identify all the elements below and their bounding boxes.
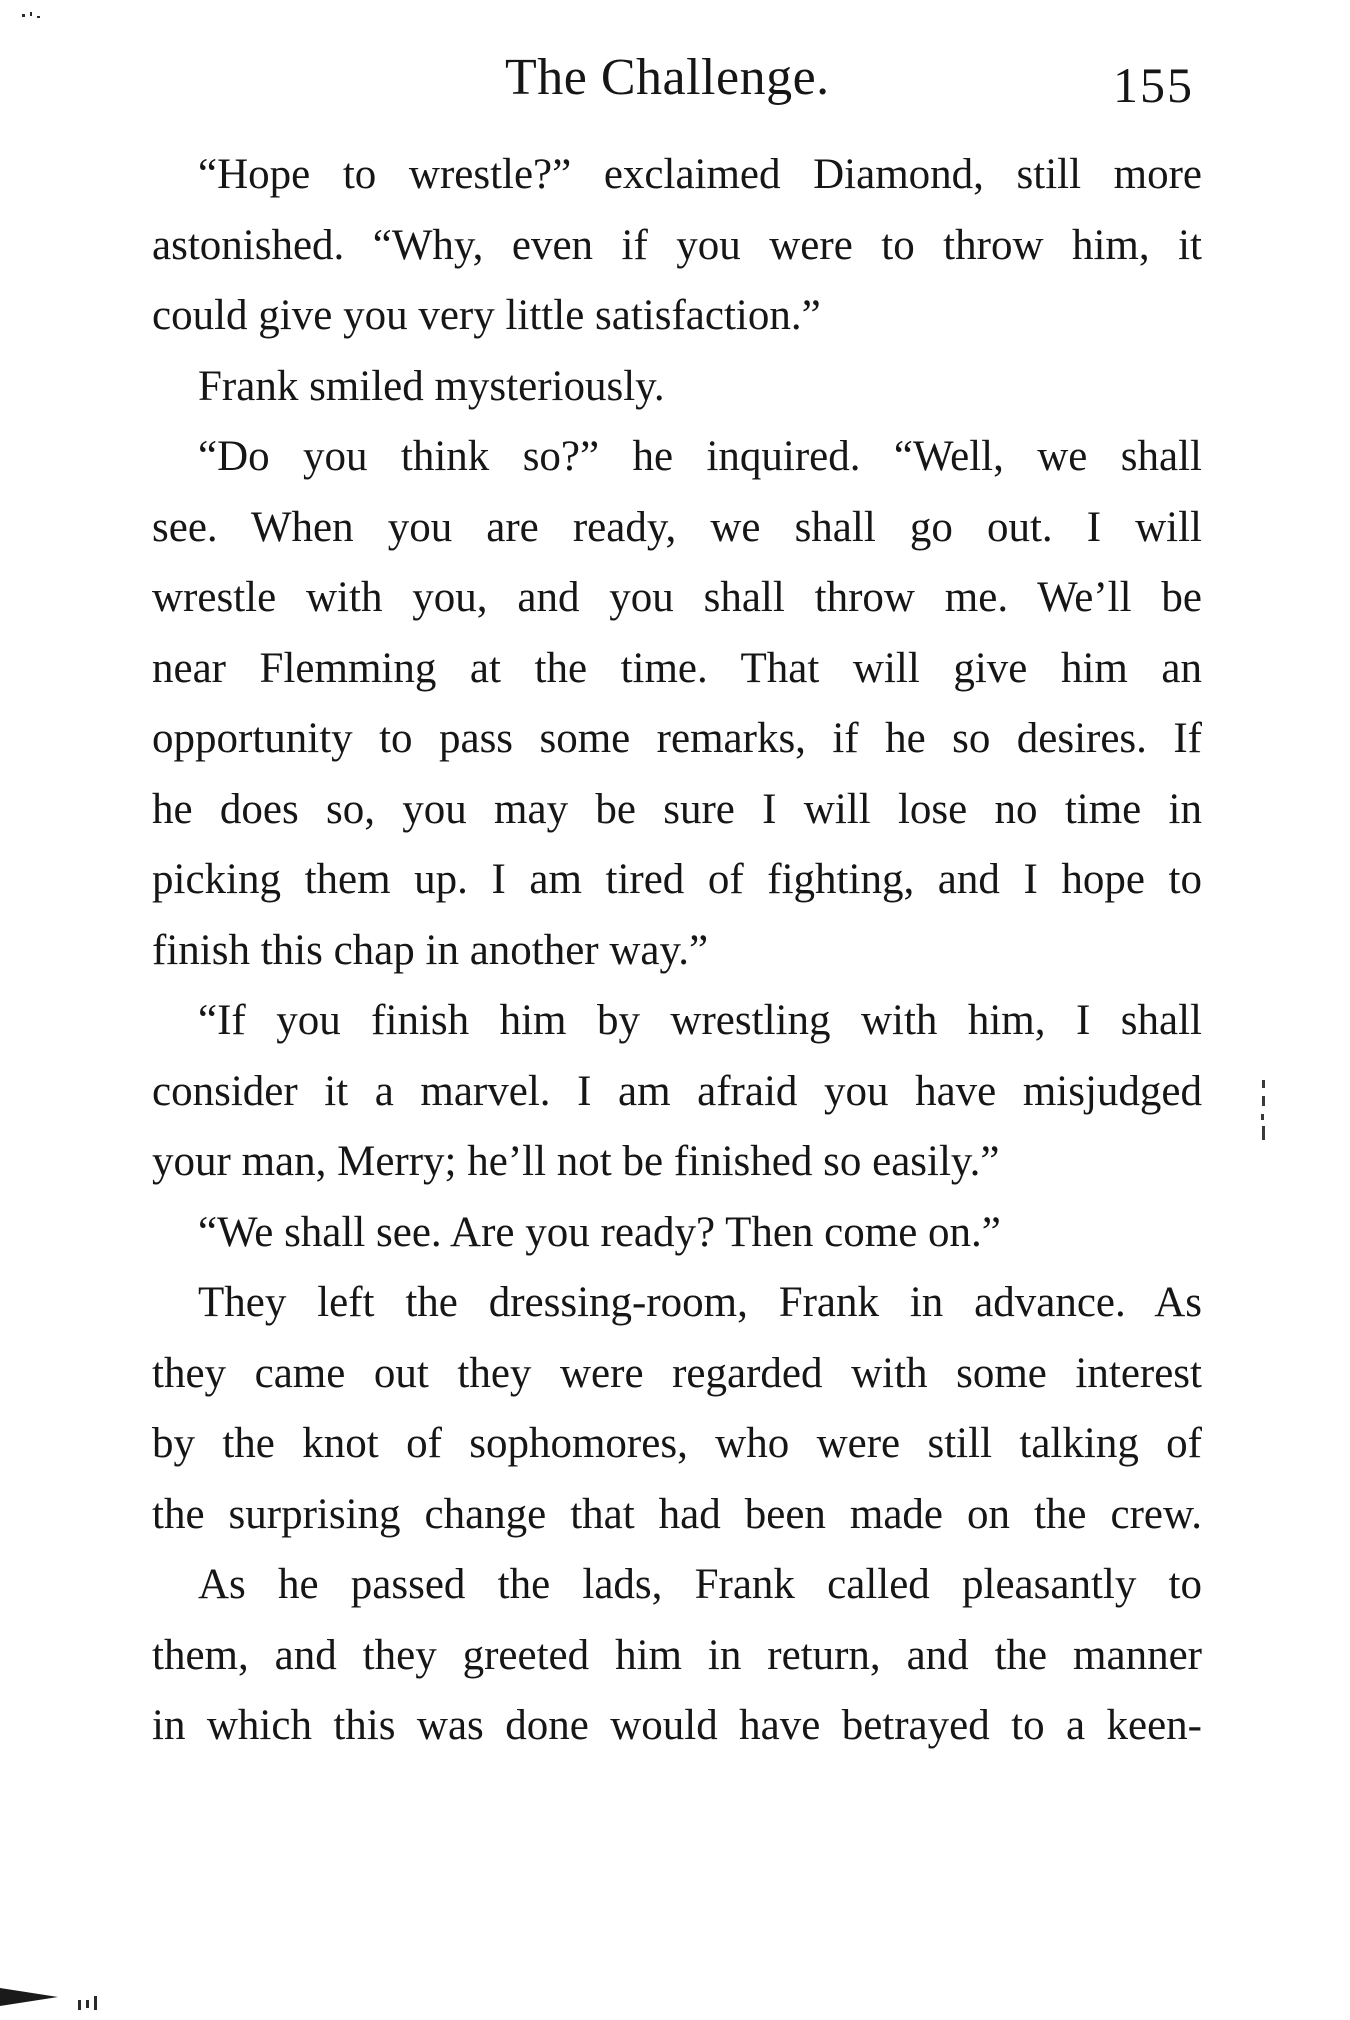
text-line: “Hope to wrestle?” exclaimed Diamond, still more — [198, 151, 1202, 198]
text-line: by the knot of sophomores, who were still talking of — [152, 1420, 1202, 1467]
text-line: them, and they greeted him in return, and the manner — [152, 1631, 1202, 1679]
body-text — [152, 140, 1202, 1762]
text-line: the surprising change that had been made on the crew. — [152, 1490, 1202, 1538]
text-line: Frank smiled mysteriously. — [198, 362, 665, 410]
margin-mark — [1262, 1096, 1265, 1106]
text-line: opportunity to pass some remarks, if he so desires. If — [152, 715, 1202, 762]
text-line: As he passed the lads, Frank called pleasantly to — [198, 1561, 1202, 1608]
margin-mark — [1262, 1126, 1265, 1140]
text-line: consider it a marvel. I am afraid you have misjudged — [152, 1067, 1202, 1115]
text-line: see. When you are ready, we shall go out. I will — [152, 503, 1202, 551]
text-line: “If you finish him by wrestling with him, I shall — [198, 997, 1202, 1044]
text-line: they came out they were regarded with some interest — [152, 1349, 1202, 1397]
text-line: could give you very little satisfaction.” — [152, 292, 821, 339]
text-line: They left the dressing-room, Frank in advance. As — [198, 1279, 1202, 1326]
text-line: your man, Merry; he’ll not be finished so easily.” — [152, 1138, 1000, 1185]
scan-speck — [22, 14, 25, 17]
margin-mark — [1261, 1114, 1264, 1120]
text-line: “Do you think so?” he inquired. “Well, we shall — [198, 433, 1202, 480]
running-head — [150, 48, 1200, 118]
corner-arrow-icon — [0, 1988, 58, 2006]
text-line: wrestle with you, and you shall throw me. We’ll be — [152, 574, 1202, 621]
text-line: near Flemming at the time. That will give him an — [152, 644, 1202, 692]
scan-speck — [37, 16, 40, 18]
scan-speck — [78, 2000, 81, 2010]
scan-speck — [30, 12, 32, 16]
text-line: “We shall see. Are you ready? Then come on.” — [198, 1208, 1001, 1256]
margin-mark — [1262, 1080, 1265, 1088]
text-line: astonished. “Why, even if you were to throw him, it — [152, 221, 1202, 269]
text-line: picking them up. I am tired of fighting, and I hope to — [152, 856, 1202, 903]
text-line: he does so, you may be sure I will lose no time in — [152, 785, 1202, 833]
text-line: in which this was done would have betrayed to a keen- — [152, 1702, 1202, 1749]
scan-speck — [94, 1996, 97, 2010]
scan-speck — [86, 2000, 89, 2008]
text-line: finish this chap in another way.” — [152, 926, 709, 974]
page-number: 155 — [1113, 57, 1194, 113]
chapter-title: The Challenge. — [505, 49, 830, 106]
